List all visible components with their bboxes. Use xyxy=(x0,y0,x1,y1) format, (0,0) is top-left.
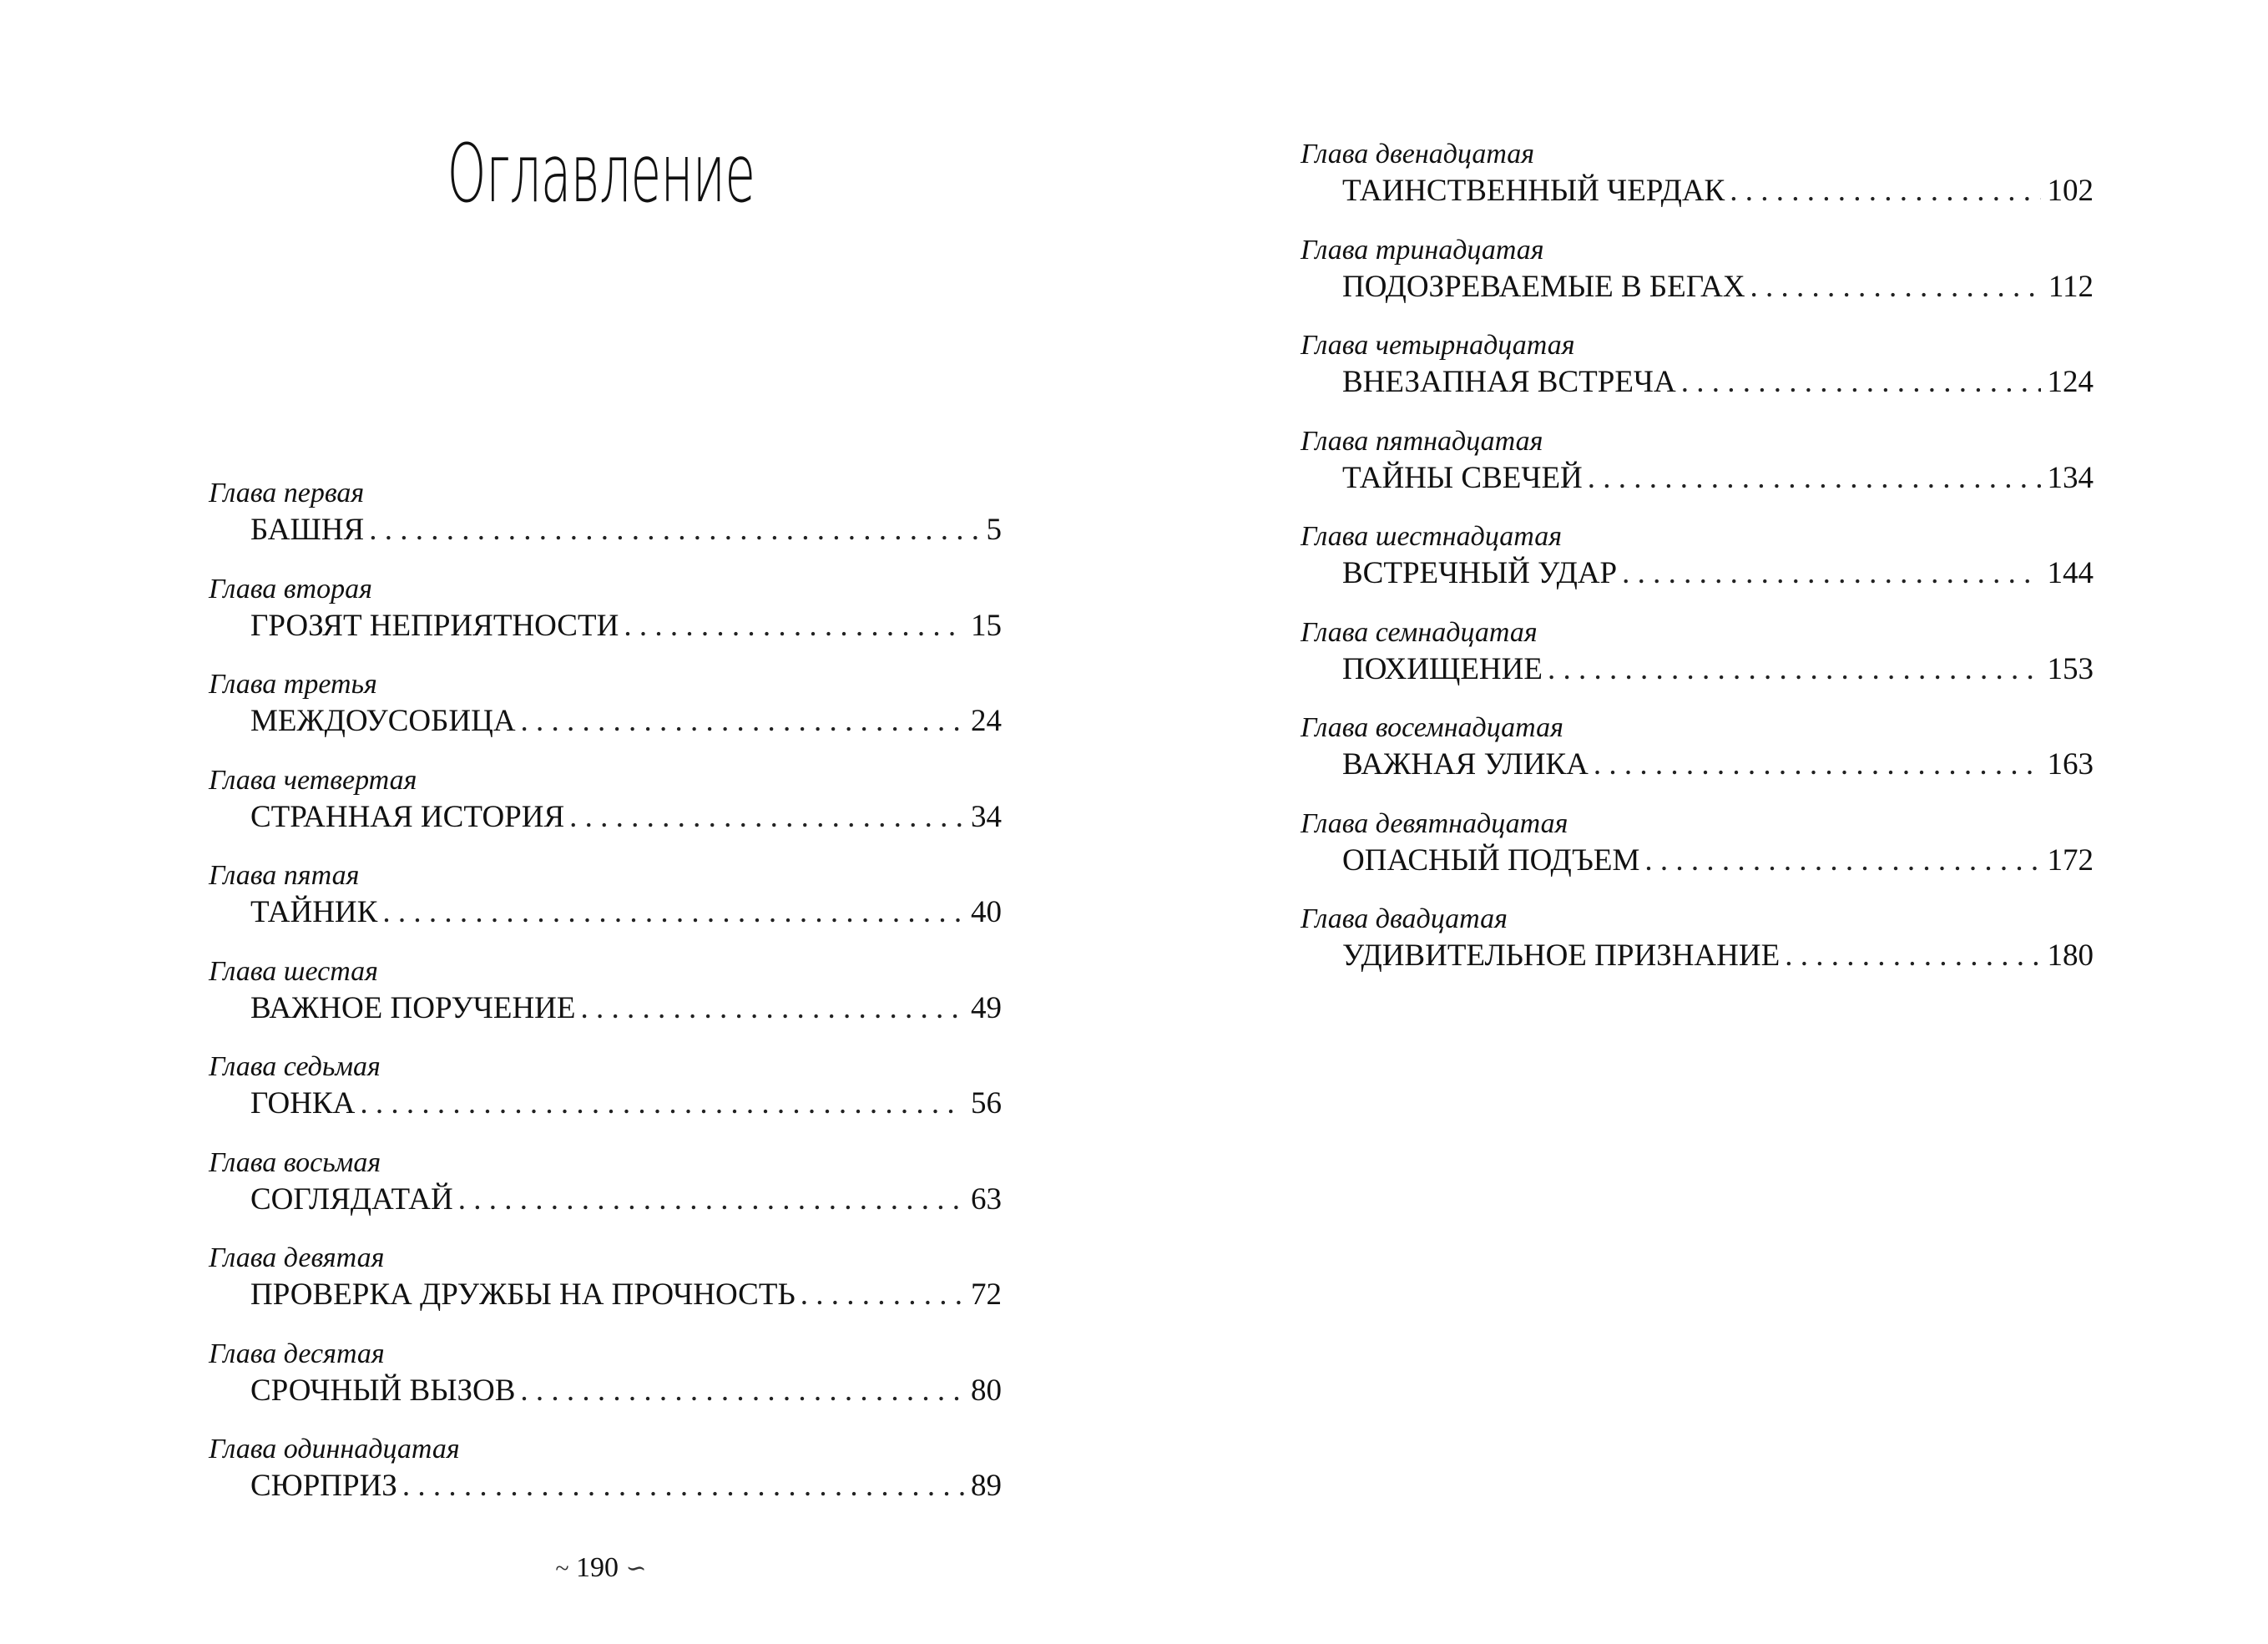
chapter-title: ВАЖНАЯ УЛИКА xyxy=(1342,747,1589,782)
page-number: 89 xyxy=(971,1469,1002,1503)
toc-entry xyxy=(1301,328,2094,424)
page-number: 15 xyxy=(971,608,1002,643)
page-number: 134 xyxy=(2047,460,2094,495)
toc-entry xyxy=(1301,615,2094,711)
chapter-link[interactable] xyxy=(1342,650,2094,689)
chapter-title: УДИВИТЕЛЬНОЕ ПРИЗНАНИЕ xyxy=(1342,938,1781,973)
chapter-label: Глава десятая xyxy=(209,1338,385,1369)
chapter-title: БАШНЯ xyxy=(250,513,365,547)
page-number: 24 xyxy=(971,704,1002,738)
chapter-label: Глава восьмая xyxy=(209,1146,381,1178)
chapter-label: Глава девятая xyxy=(209,1242,385,1273)
page-number: 144 xyxy=(2047,556,2094,590)
chapter-label: Глава девятнадцатая xyxy=(1301,807,1568,839)
dot-leader xyxy=(1548,650,2041,689)
chapter-title: ПОДОЗРЕВАЕМЫЕ В БЕГАХ xyxy=(1342,269,1745,304)
chapter-label: Глава восемнадцатая xyxy=(1301,712,1563,743)
chapter-label: Глава четырнадцатая xyxy=(1301,330,1575,361)
dot-leader xyxy=(521,702,964,741)
page-number: 49 xyxy=(971,990,1002,1025)
chapter-title: ГОНКА xyxy=(250,1086,356,1120)
chapter-label: Глава пятнадцатая xyxy=(1301,425,1543,457)
toc-list-left xyxy=(209,476,1002,1528)
toc-entry xyxy=(1301,424,2094,520)
dot-leader xyxy=(1594,746,2041,784)
dot-leader xyxy=(801,1276,964,1314)
dot-leader xyxy=(569,798,964,837)
dot-leader xyxy=(1644,842,2040,880)
chapter-link[interactable] xyxy=(1342,459,2094,498)
chapter-label: Глава вторая xyxy=(209,573,372,604)
chapter-label: Глава семнадцатая xyxy=(1301,616,1538,648)
toc-entry xyxy=(1301,233,2094,329)
dot-leader xyxy=(1785,937,2040,975)
page-number: 172 xyxy=(2047,842,2094,878)
toc-entry xyxy=(209,667,1002,763)
dot-leader xyxy=(1730,172,2040,210)
page-number: 124 xyxy=(2047,365,2094,399)
dot-leader xyxy=(624,607,964,645)
page-number: 5 xyxy=(986,513,1002,547)
toc-entry xyxy=(209,1050,1002,1146)
dot-leader xyxy=(402,1467,964,1505)
chapter-link[interactable] xyxy=(250,1276,1002,1314)
page-number: 40 xyxy=(971,895,1002,929)
chapter-title: ВСТРЕЧНЫЙ УДАР xyxy=(1342,556,1618,590)
page-title: Оглавление xyxy=(447,127,755,220)
dot-leader xyxy=(360,1085,964,1123)
chapter-title: ПРОВЕРКА ДРУЖБЫ НА ПРОЧНОСТЬ xyxy=(250,1277,796,1312)
toc-entry xyxy=(1301,137,2094,233)
dot-leader xyxy=(581,989,965,1028)
dot-leader xyxy=(1588,459,2041,498)
chapter-title: ТАЙНИК xyxy=(250,895,378,929)
chapter-label: Глава двенадцатая xyxy=(1301,139,1535,169)
toc-list-right xyxy=(1301,137,2094,998)
dot-leader xyxy=(458,1181,964,1219)
chapter-link[interactable] xyxy=(1342,554,2094,593)
chapter-link[interactable] xyxy=(250,798,1002,837)
toc-entry xyxy=(1301,519,2094,615)
chapter-link[interactable] xyxy=(250,607,1002,645)
chapter-title: СТРАННАЯ ИСТОРИЯ xyxy=(250,799,565,834)
toc-entry xyxy=(1301,711,2094,807)
chapter-link[interactable] xyxy=(1342,746,2094,784)
page-number: 153 xyxy=(2047,651,2094,686)
dot-leader xyxy=(520,1372,964,1410)
chapter-title: ОПАСНЫЙ ПОДЪЕМ xyxy=(1342,842,1640,878)
chapter-title: ГРОЗЯТ НЕПРИЯТНОСТИ xyxy=(250,608,619,643)
chapter-label: Глава шестнадцатая xyxy=(1301,521,1563,552)
chapter-title: ТАИНСТВЕННЫЙ ЧЕРДАК xyxy=(1342,174,1725,208)
toc-entry xyxy=(209,476,1002,572)
page-number: 63 xyxy=(971,1181,1002,1217)
dot-leader xyxy=(1750,268,2042,306)
toc-entry xyxy=(209,1337,1002,1433)
chapter-title: СРОЧНЫЙ ВЫЗОВ xyxy=(250,1373,516,1408)
chapter-link[interactable] xyxy=(250,1372,1002,1410)
toc-entry xyxy=(209,1241,1002,1337)
toc-entry xyxy=(209,954,1002,1050)
chapter-label: Глава тринадцатая xyxy=(1301,234,1544,266)
toc-entry xyxy=(209,858,1002,954)
chapter-link[interactable] xyxy=(250,989,1002,1028)
folio-number: 190 xyxy=(576,1552,619,1583)
chapter-link[interactable] xyxy=(250,511,1002,549)
toc-entry xyxy=(209,572,1002,668)
chapter-label: Глава одиннадцатая xyxy=(209,1434,460,1464)
page-number: 163 xyxy=(2047,747,2094,782)
chapter-link[interactable] xyxy=(250,1467,1002,1505)
chapter-link[interactable] xyxy=(1342,842,2094,880)
toc-entry xyxy=(1301,902,2094,998)
toc-entry xyxy=(209,1432,1002,1528)
chapter-label: Глава первая xyxy=(209,478,365,508)
page-number: 72 xyxy=(971,1277,1002,1312)
dot-leader xyxy=(369,511,979,549)
page-number: 102 xyxy=(2047,174,2094,208)
toc-entry xyxy=(1301,807,2094,903)
page-number: 80 xyxy=(971,1373,1002,1408)
dot-leader xyxy=(382,893,964,932)
chapter-link[interactable] xyxy=(1342,172,2094,210)
dot-leader xyxy=(1622,554,2040,593)
page-number: 112 xyxy=(2048,269,2094,304)
chapter-link[interactable] xyxy=(250,702,1002,741)
chapter-label: Глава двадцатая xyxy=(1301,903,1508,934)
chapter-title: ВАЖНОЕ ПОРУЧЕНИЕ xyxy=(250,990,576,1025)
chapter-link[interactable] xyxy=(1342,937,2094,975)
chapter-link[interactable] xyxy=(250,893,1002,932)
chapter-label: Глава четвертая xyxy=(209,764,417,796)
chapter-label: Глава седьмая xyxy=(209,1051,381,1082)
swirl-ornament-icon: ∽ xyxy=(625,1555,647,1582)
chapter-label: Глава шестая xyxy=(209,955,378,987)
chapter-title: ПОХИЩЕНИЕ xyxy=(1342,651,1543,686)
chapter-title: ВНЕЗАПНАЯ ВСТРЕЧА xyxy=(1342,365,1676,399)
dot-leader xyxy=(1681,363,2041,402)
tilde-ornament-icon: ~ xyxy=(555,1555,569,1582)
toc-entry xyxy=(209,1146,1002,1242)
chapter-link[interactable] xyxy=(250,1085,1002,1123)
page-folio xyxy=(534,1551,668,1586)
chapter-title: СЮРПРИЗ xyxy=(250,1469,397,1503)
chapter-link[interactable] xyxy=(1342,363,2094,402)
chapter-title: ТАЙНЫ СВЕЧЕЙ xyxy=(1342,460,1583,495)
chapter-label: Глава третья xyxy=(209,669,377,700)
page-number: 180 xyxy=(2047,938,2094,973)
chapter-label: Глава пятая xyxy=(209,860,360,891)
chapter-link[interactable] xyxy=(1342,268,2094,306)
chapter-title: МЕЖДОУСОБИЦА xyxy=(250,704,516,738)
chapter-link[interactable] xyxy=(250,1181,1002,1219)
chapter-title: СОГЛЯДАТАЙ xyxy=(250,1181,453,1217)
toc-entry xyxy=(209,763,1002,859)
page-number: 56 xyxy=(971,1086,1002,1120)
page-number: 34 xyxy=(971,799,1002,834)
